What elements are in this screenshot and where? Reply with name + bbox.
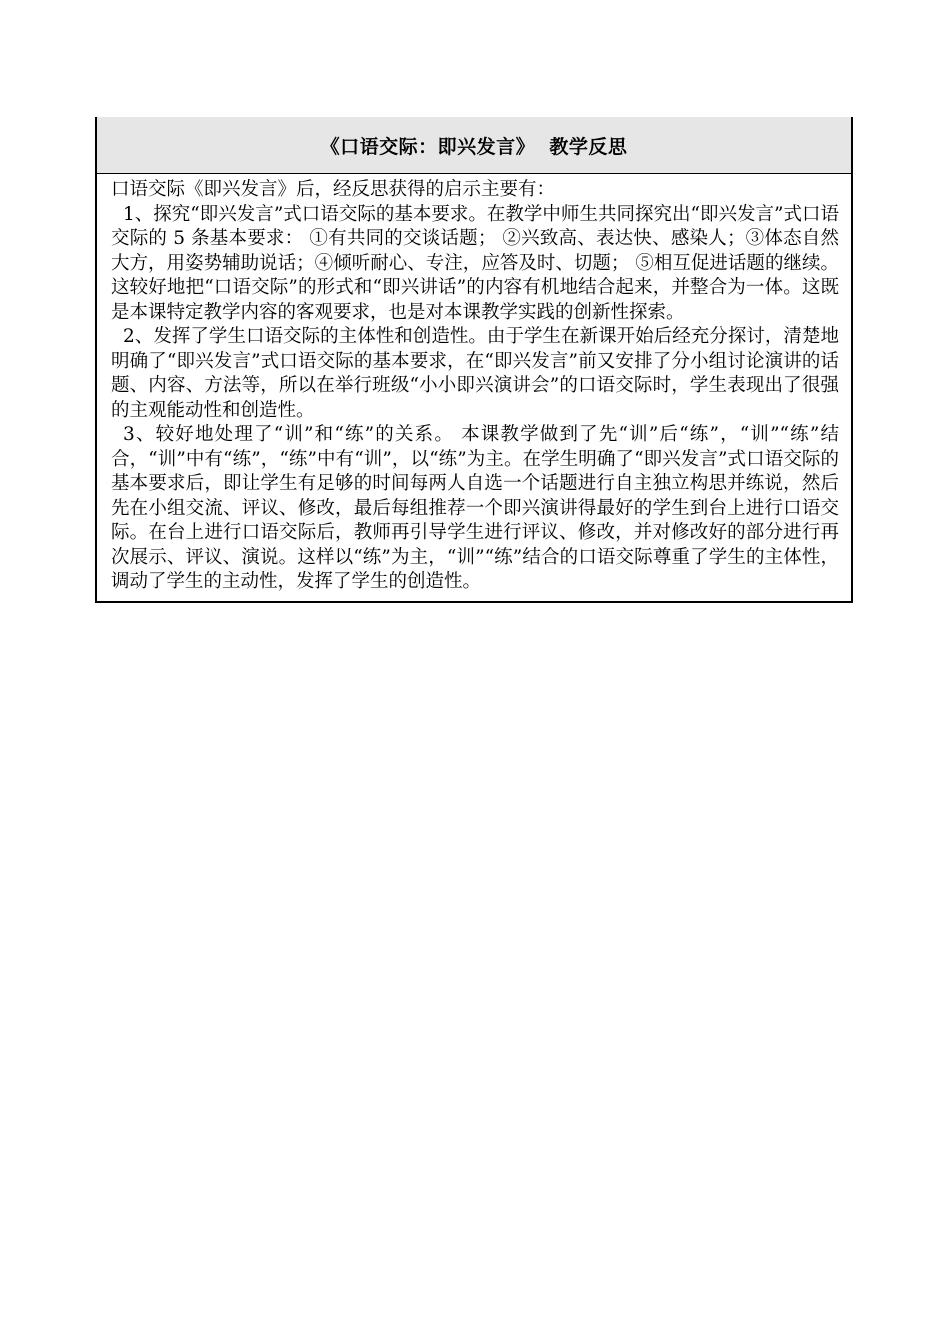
content-cell — [97, 174, 851, 601]
intro-paragraph: 口语交际《即兴发言》后，经反思获得的启示主要有： — [111, 179, 556, 200]
title-cell — [97, 117, 851, 174]
document-title: 《口语交际：即兴发言》 教学反思 — [320, 135, 628, 158]
paragraph-3: 3、较好地处理了“训”和“练”的关系。 本课教学做到了先“训”后“练”，“训”“练”结合，“训”中有“练”，“练”中有“训”，以“练”为主。在学生明确了“即兴发言”式口语交际的基本要求后，即让学生有足够的时间每两人自选一个话题进行自主独立构思并练说，然后先在小组交流、评议、修改，最后每组推荐一个即兴演讲得最好的学生到台上进行口语交际。在台上进行口语交际后，教师再引导学生进行评议、修改，并对修改好的部分进行再次展示、评议、演说。这样以“练”为主，“训”“练”结合的口语交际尊重了学生的主体性，调动了学生的主动性，发挥了学生的创造性。 — [111, 424, 839, 592]
reflection-table — [95, 117, 853, 603]
paragraph-2: 2、发挥了学生口语交际的主体性和创造性。由于学生在新课开始后经充分探讨，清楚地明确了“即兴发言”式口语交际的基本要求，在“即兴发言”前又安排了分小组讨论演讲的话题、内容、方法等，所以在举行班级“小小即兴演讲会”的口语交际时，学生表现出了很强的主观能动性和创造性。 — [111, 326, 839, 421]
paragraph-1: 1、探究“即兴发言”式口语交际的基本要求。在教学中师生共同探究出“即兴发言”式口语交际的 5 条基本要求： ①有共同的交谈话题； ②兴致高、表达快、感染人；③体态自然大方，用姿势辅助说话；④倾听耐心、专注，应答及时、切题； ⑤相互促进话题的继续。 这较好地把“口语交际”的形式和“即兴讲话”的内容有机地结合起来，并整合为一体。这既是本课特定教学内容的客观要求，也是对本课教学实践的创新性探索。 — [111, 203, 839, 323]
